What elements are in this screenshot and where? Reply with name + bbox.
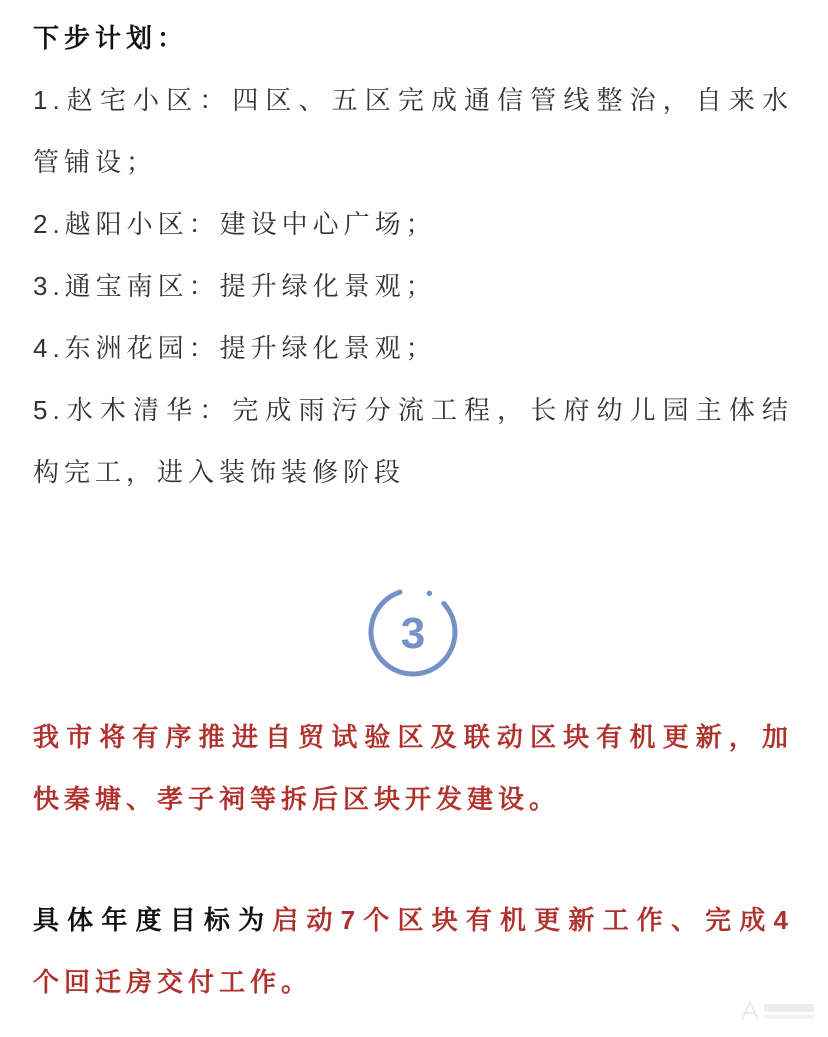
plan-item-line: 构完工，进入装饰装修阶段	[33, 457, 406, 487]
badge-number: 3	[400, 609, 426, 658]
target-line	[33, 889, 793, 951]
plan-item	[33, 317, 793, 379]
highlight-paragraph	[33, 706, 793, 830]
badge-ring-dot	[427, 591, 433, 597]
plan-item	[33, 69, 793, 193]
article-content	[33, 7, 793, 1013]
plan-item-line: 5.水木清华：完成雨污分流工程，长府幼儿园主体结	[33, 395, 793, 425]
section-number-badge	[363, 582, 463, 682]
plan-item-line: 3.通宝南区：提升绿化景观；	[33, 271, 437, 301]
plan-item-line: 2.越阳小区：建设中心广场；	[33, 209, 437, 239]
broken-ring-icon	[363, 582, 463, 682]
highlight-line: 我市将有序推进自贸试验区及联动区块有机更新，加	[33, 722, 793, 752]
plan-heading: 下步计划：	[33, 23, 189, 53]
annual-target-paragraph	[33, 889, 793, 1013]
plan-item	[33, 255, 793, 317]
plan-item-line: 管铺设；	[33, 147, 158, 177]
plan-list	[33, 69, 793, 503]
plan-item-line: 1.赵宅小区：四区、五区完成通信管线整治，自来水	[33, 85, 793, 115]
plan-item	[33, 193, 793, 255]
target-emphasis: 个回迁房交付工作。	[33, 967, 313, 997]
watermark-logo	[738, 998, 818, 1029]
target-line	[33, 951, 793, 1013]
highlight-line: 快秦塘、孝子祠等拆后区块开发建设。	[33, 784, 561, 814]
plan-item	[33, 379, 793, 503]
plan-item-line: 4.东洲花园：提升绿化景观；	[33, 333, 437, 363]
target-emphasis: 启动7个区块有机更新工作、完成4	[272, 905, 793, 935]
target-lead: 具体年度目标为	[33, 905, 273, 935]
